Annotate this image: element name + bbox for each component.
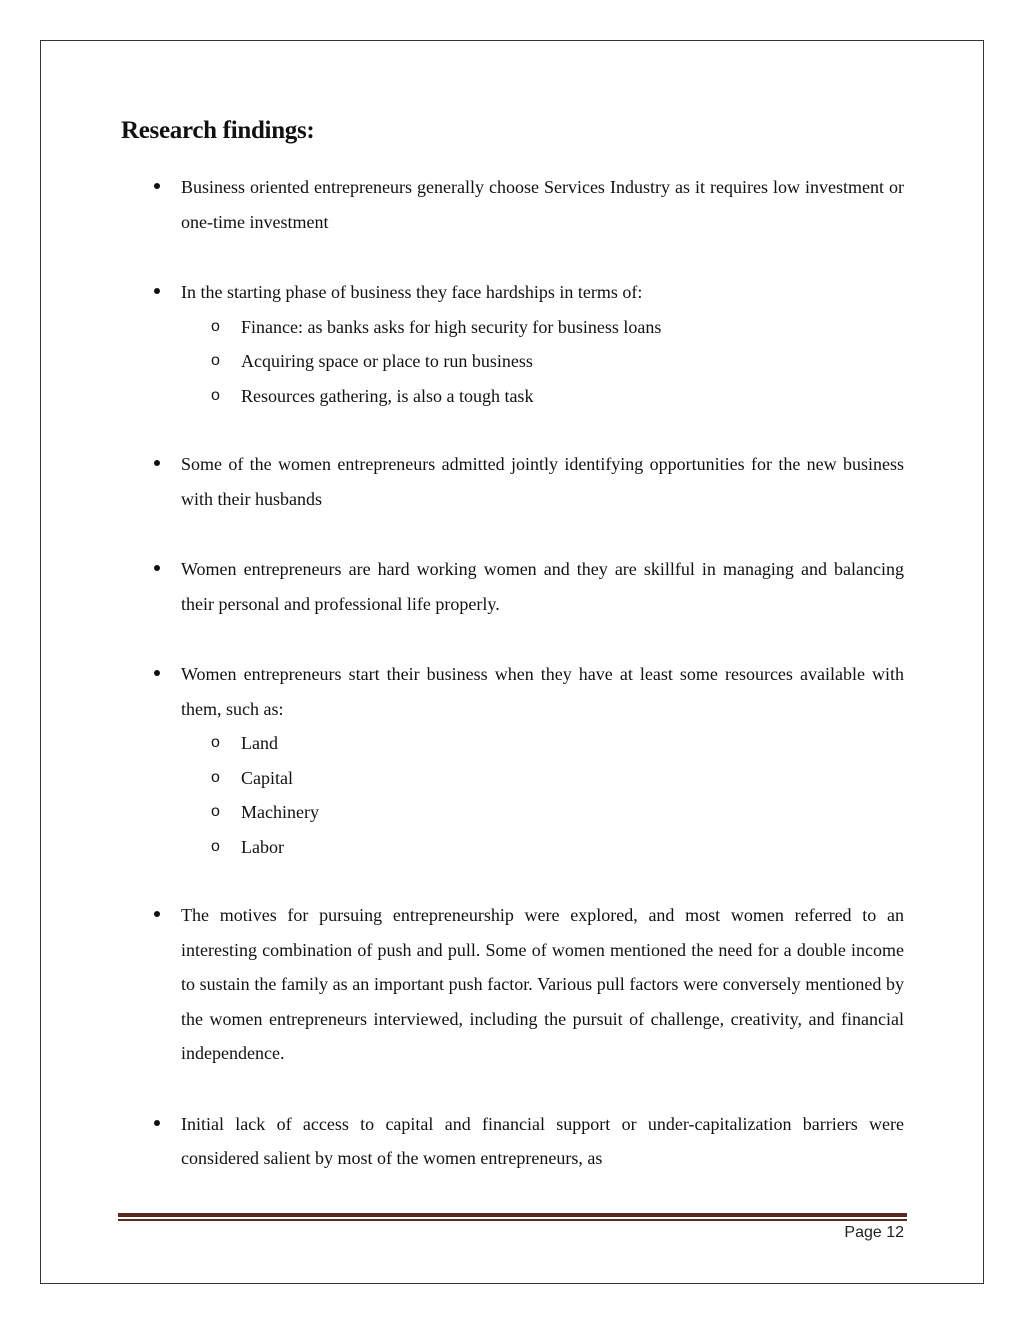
bullet-text: The motives for pursuing entrepreneurship were explored, and most women referred to an interesting combination of push and pull. Some of women mentioned the need for a double income to sustain the family as an important push factor. Various pull factors were conversely mentioned by the women entrepreneurs interviewed, including the pursuit of challenge, creativity, and financial independence.	[181, 905, 904, 1063]
bullet-item	[146, 552, 904, 621]
sub-list	[181, 310, 904, 414]
page-number: Page 12	[844, 1224, 904, 1241]
sub-item: o Land	[181, 726, 904, 761]
bullet-item	[146, 1107, 904, 1176]
sub-item: o Labor	[181, 830, 904, 865]
section-heading: Research findings:	[121, 117, 315, 144]
bullet-item	[146, 170, 904, 239]
sub-item: o Capital	[181, 761, 904, 796]
sub-list	[181, 726, 904, 864]
bullet-text: Women entrepreneurs start their business when they have at least some resources available with them, such as:	[181, 664, 904, 719]
bullet-text: In the starting phase of business they face hardships in terms of:	[181, 282, 643, 302]
footer-rule-thick	[118, 1213, 907, 1217]
bullet-item	[146, 275, 904, 413]
bullet-item	[146, 898, 904, 1071]
footer-rule-thin	[118, 1219, 907, 1221]
sub-item: o Machinery	[181, 795, 904, 830]
bullet-text: Some of the women entrepreneurs admitted jointly identifying opportunities for the new business with their husbands	[181, 454, 904, 509]
findings-list	[146, 170, 904, 1212]
bullet-item	[146, 447, 904, 516]
bullet-item	[146, 657, 904, 864]
sub-item: o Finance: as banks asks for high security for business loans	[181, 310, 904, 345]
sub-item: o Acquiring space or place to run business	[181, 344, 904, 379]
bullet-text: Business oriented entrepreneurs generally choose Services Industry as it requires low investment or one-time investment	[181, 177, 904, 232]
bullet-text: Initial lack of access to capital and financial support or under-capitalization barriers were considered salient by most of the women entrepreneurs, as	[181, 1113, 904, 1168]
footer-rule	[118, 1213, 907, 1221]
sub-item: o Resources gathering, is also a tough task	[181, 379, 904, 414]
bullet-text: Women entrepreneurs are hard working women and they are skillful in managing and balancing their personal and professional life properly.	[181, 559, 904, 614]
